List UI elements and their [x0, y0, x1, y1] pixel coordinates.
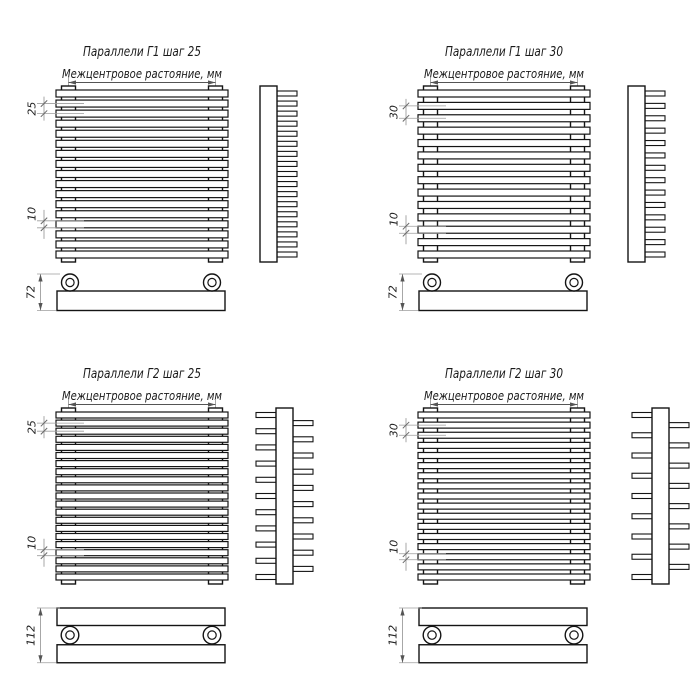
tube-stub-right	[293, 453, 313, 458]
tube	[56, 534, 228, 540]
span-dimension-caption: Межцентровое растояние, мм	[62, 389, 222, 403]
tube-stub-right	[645, 153, 665, 158]
tube	[418, 90, 590, 97]
tube-stub-right	[669, 463, 689, 468]
step-dimension-label: 25	[25, 420, 39, 435]
tube	[56, 231, 228, 238]
tube-stub-right	[277, 232, 297, 237]
tube-stub-right	[645, 178, 665, 183]
dim-arrow	[38, 655, 42, 663]
tube	[56, 150, 228, 157]
dim-arrow	[431, 80, 439, 84]
tube	[56, 211, 228, 218]
span-dimension-caption: Межцентровое растояние, мм	[424, 389, 584, 403]
dim-arrow	[208, 402, 216, 406]
collector-pipe-inner	[208, 631, 216, 639]
dim-arrow	[400, 608, 404, 616]
tube-stub-right	[669, 443, 689, 448]
height-dimension-label: 72	[24, 285, 38, 300]
collector-pipe-inner	[66, 631, 74, 639]
tube	[56, 453, 228, 459]
tube-stub-right	[277, 202, 297, 207]
tube-stub-left	[632, 514, 652, 519]
tube	[56, 160, 228, 167]
bottom-bar	[419, 291, 587, 311]
quadrant-g1-step-25	[25, 44, 298, 311]
tube-stub-right	[277, 131, 297, 136]
tube	[56, 558, 228, 564]
tube	[56, 550, 228, 556]
tube	[56, 412, 228, 418]
side-collector	[628, 86, 645, 262]
dim-arrow	[69, 402, 77, 406]
bottom-bar	[57, 291, 225, 311]
height-dimension	[25, 608, 61, 663]
tube-stub-left	[256, 558, 276, 563]
tube-stub-right	[645, 215, 665, 220]
tube-stub-right	[645, 141, 665, 146]
tube-stub-right	[669, 544, 689, 549]
tube-stub-left	[256, 413, 276, 418]
tube-stub-left	[256, 542, 276, 547]
height-dimension	[387, 608, 423, 663]
tube	[418, 483, 590, 489]
tube-stub-left	[256, 429, 276, 434]
tube-stub-right	[645, 165, 665, 170]
tube-stub-left	[256, 526, 276, 531]
dim-arrow	[38, 608, 42, 616]
tube-stub-right	[293, 485, 313, 490]
tube-stub-left	[632, 575, 652, 580]
tube-stub-right	[669, 483, 689, 488]
front-view	[56, 86, 228, 262]
quadrant-title: Параллели Г2 шаг 25	[83, 366, 201, 382]
tube-stub-left	[632, 433, 652, 438]
front-view	[418, 408, 590, 584]
tube-stub-right	[645, 116, 665, 121]
tube	[418, 442, 590, 448]
tube	[56, 525, 228, 531]
quadrant-title: Параллели Г2 шаг 30	[445, 366, 563, 382]
front-view	[418, 86, 590, 262]
tube	[56, 120, 228, 127]
tube	[418, 226, 590, 233]
tube-stub-left	[632, 413, 652, 418]
bottom-view	[57, 608, 225, 663]
tube-stub-right	[293, 550, 313, 555]
tube-stub-right	[669, 423, 689, 428]
dim-arrow	[431, 402, 439, 406]
tube	[418, 463, 590, 469]
height-dimension	[387, 274, 423, 311]
tube	[56, 251, 228, 258]
tube	[56, 542, 228, 548]
quadrant-g2-step-30	[387, 366, 690, 663]
side-view	[260, 86, 297, 262]
dim-arrow	[570, 80, 578, 84]
tube-stub-left	[256, 575, 276, 580]
tube	[56, 90, 228, 97]
tube	[418, 574, 590, 580]
tube	[418, 164, 590, 171]
tube	[418, 251, 590, 258]
tube-stub-right	[277, 121, 297, 126]
side-view	[256, 408, 313, 584]
tube-stub-right	[645, 240, 665, 245]
tube	[418, 127, 590, 134]
tube-stub-left	[632, 453, 652, 458]
tube-stub-right	[293, 502, 313, 507]
tube-stub-left	[256, 445, 276, 450]
height-dimension-label: 112	[24, 624, 38, 646]
tube-stub-right	[669, 564, 689, 569]
tube-stub-right	[277, 252, 297, 257]
height-dimension-label: 72	[386, 285, 400, 300]
tube-stub-left	[632, 494, 652, 499]
dim-arrow	[570, 402, 578, 406]
tube-stub-right	[293, 437, 313, 442]
tube	[56, 191, 228, 198]
tube-stub-right	[293, 566, 313, 571]
dim-arrow	[69, 80, 77, 84]
tube	[418, 493, 590, 499]
tube	[56, 221, 228, 228]
tube-stub-right	[277, 161, 297, 166]
tube	[418, 503, 590, 509]
tube-stub-right	[277, 222, 297, 227]
tube	[418, 473, 590, 479]
tube-stub-right	[277, 242, 297, 247]
tube	[418, 152, 590, 159]
tube-stub-right	[669, 524, 689, 529]
tube-stub-left	[632, 534, 652, 539]
quadrant-title: Параллели Г1 шаг 30	[445, 44, 563, 60]
tube-stub-right	[277, 141, 297, 146]
tube-stub-left	[256, 477, 276, 482]
tube	[56, 574, 228, 580]
side-view	[628, 86, 665, 262]
tube-stub-right	[645, 91, 665, 96]
tube	[56, 130, 228, 137]
tube	[418, 513, 590, 519]
height-dimension-label: 112	[386, 624, 400, 646]
tube	[418, 201, 590, 208]
step-dimension-label: 30	[387, 423, 401, 438]
tube	[56, 444, 228, 450]
span-dimension-caption: Межцентровое растояние, мм	[62, 67, 222, 81]
tube	[56, 493, 228, 499]
quadrant-g2-step-25	[25, 366, 314, 663]
tube-diameter-label: 10	[387, 212, 401, 227]
tube	[56, 436, 228, 442]
tube-stub-right	[293, 421, 313, 426]
tube	[418, 523, 590, 529]
tube	[56, 181, 228, 188]
step-dimension-label: 25	[25, 101, 39, 116]
tube	[56, 477, 228, 483]
tube-stub-right	[669, 504, 689, 509]
collector-pipe-inner	[570, 278, 578, 286]
dim-arrow	[208, 80, 216, 84]
tube-diameter-label: 10	[387, 539, 401, 554]
tube-stub-left	[256, 461, 276, 466]
tube-stub-right	[293, 469, 313, 474]
collector-pipe-inner	[66, 278, 74, 286]
dim-arrow	[38, 303, 42, 311]
dim-arrow	[400, 303, 404, 311]
collector-right	[571, 86, 585, 262]
tube-stub-right	[645, 252, 665, 257]
tube	[418, 544, 590, 550]
tube-stub-right	[293, 518, 313, 523]
tube-stub-right	[645, 202, 665, 207]
bottom-bar-front	[419, 608, 587, 626]
tube	[418, 214, 590, 221]
collector-pipe-inner	[570, 631, 578, 639]
tube	[56, 517, 228, 523]
side-view	[632, 408, 689, 584]
tube	[418, 140, 590, 147]
bottom-bar-back	[419, 645, 587, 663]
tube	[56, 461, 228, 467]
tube-stub-left	[256, 510, 276, 515]
tube-stub-right	[277, 192, 297, 197]
collector-pipe-inner	[428, 631, 436, 639]
bottom-bar-back	[57, 645, 225, 663]
tube	[418, 177, 590, 184]
height-dimension	[25, 274, 61, 311]
step-dimension-label: 30	[387, 105, 401, 120]
tube	[56, 241, 228, 248]
tube	[56, 469, 228, 475]
bottom-view	[419, 274, 587, 311]
span-dimension-caption: Межцентровое растояние, мм	[424, 67, 584, 81]
tube-diameter-label: 10	[25, 535, 39, 550]
tube	[56, 501, 228, 507]
dim-arrow	[400, 655, 404, 663]
bottom-bar-front	[57, 608, 225, 626]
tube	[418, 189, 590, 196]
tube-stub-right	[277, 101, 297, 106]
tube	[418, 239, 590, 246]
tube	[418, 534, 590, 540]
tube	[56, 566, 228, 572]
tube-diameter-label: 10	[25, 206, 39, 221]
side-collector	[652, 408, 669, 584]
tube-stub-right	[277, 151, 297, 156]
tube-stub-right	[645, 128, 665, 133]
tube-stub-left	[632, 554, 652, 559]
side-collector	[260, 86, 277, 262]
quadrant-title: Параллели Г1 шаг 25	[83, 44, 201, 60]
tube-stub-right	[645, 190, 665, 195]
tube-stub-left	[632, 473, 652, 478]
dim-arrow	[38, 274, 42, 282]
tube-stub-right	[277, 182, 297, 187]
tube	[418, 564, 590, 570]
tube-stub-right	[293, 534, 313, 539]
collector-left	[424, 86, 438, 262]
bottom-view	[57, 274, 225, 311]
tube	[418, 453, 590, 459]
tube-stub-right	[277, 91, 297, 96]
tube	[418, 412, 590, 418]
tube-stub-left	[256, 494, 276, 499]
tube-stub-right	[277, 111, 297, 116]
side-collector	[276, 408, 293, 584]
tube-stub-right	[277, 212, 297, 217]
bottom-view	[419, 608, 587, 663]
tube-stub-right	[645, 103, 665, 108]
quadrant-g1-step-30	[387, 44, 666, 311]
tube-stub-right	[277, 172, 297, 177]
tube	[56, 140, 228, 147]
tube-stub-right	[645, 227, 665, 232]
front-view	[56, 408, 228, 584]
tube	[56, 171, 228, 178]
tube	[56, 201, 228, 208]
tube	[56, 485, 228, 491]
dim-arrow	[400, 274, 404, 282]
tube	[56, 509, 228, 515]
tube	[418, 554, 590, 560]
collector-pipe-inner	[208, 278, 216, 286]
collector-pipe-inner	[428, 278, 436, 286]
